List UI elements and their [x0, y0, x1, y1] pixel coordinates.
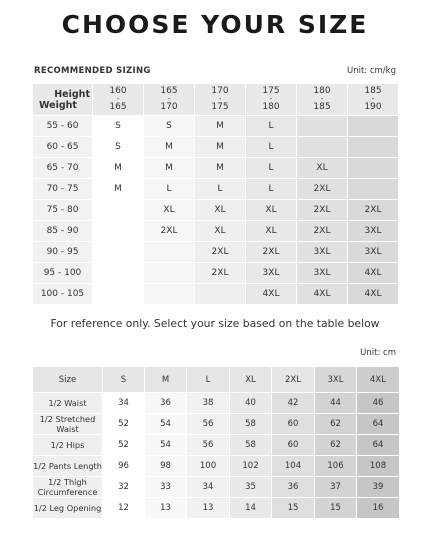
height-dash: - — [116, 95, 120, 103]
measurement-value: 36 — [272, 477, 315, 498]
measurement-row — [33, 393, 400, 414]
height-dash: - — [218, 95, 222, 103]
measurement-value: 46 — [357, 393, 400, 414]
measurement-value: 14 — [230, 498, 272, 519]
height-min: 170 — [211, 86, 229, 96]
height-max: 190 — [364, 102, 382, 112]
measurement-value: 37 — [315, 477, 357, 498]
measurements-table — [32, 366, 400, 519]
weight-cell: 85 - 90 — [33, 221, 93, 242]
recommended-unit-label: Unit: cm/kg — [346, 66, 396, 76]
weight-cell: 90 - 95 — [33, 242, 93, 263]
size-cell: M — [195, 158, 246, 179]
size-cell: 4XL — [348, 284, 399, 305]
size-cell: 4XL — [297, 284, 348, 305]
size-cell: M — [93, 158, 144, 179]
measurement-label: 1/2 Thigh Circumference — [33, 477, 103, 498]
size-cell — [348, 179, 399, 200]
size-cell: L — [246, 179, 297, 200]
height-range — [93, 86, 143, 113]
height-min: 160 — [109, 86, 127, 96]
size-cell: 3XL — [348, 242, 399, 263]
measurement-value: 54 — [145, 435, 187, 456]
height-header-cell — [93, 84, 144, 116]
height-range — [144, 86, 194, 113]
height-header-cell — [246, 84, 297, 116]
weight-cell: 70 - 75 — [33, 179, 93, 200]
size-header-cell: M — [145, 367, 187, 393]
measurement-row — [33, 498, 400, 519]
height-dash: - — [269, 95, 273, 103]
measurement-value: 36 — [145, 393, 187, 414]
measurement-value: 60 — [272, 435, 315, 456]
height-range — [348, 86, 398, 113]
height-max: 175 — [211, 102, 229, 112]
measurement-value: 35 — [230, 477, 272, 498]
size-cell — [144, 263, 195, 284]
height-max: 185 — [313, 102, 331, 112]
size-cell: XL — [195, 221, 246, 242]
measurement-value: 58 — [230, 435, 272, 456]
size-cell: XL — [144, 200, 195, 221]
measurement-value: 58 — [230, 414, 272, 435]
size-cell — [93, 284, 144, 305]
height-min: 180 — [313, 86, 331, 96]
size-cell: 3XL — [297, 263, 348, 284]
height-header-cell — [297, 84, 348, 116]
height-range — [297, 86, 347, 113]
recommended-sizing-label: RECOMMENDED SIZING — [34, 66, 151, 76]
size-cell — [297, 116, 348, 137]
size-header-cell: XL — [230, 367, 272, 393]
height-header-cell — [144, 84, 195, 116]
measurement-value: 108 — [357, 456, 400, 477]
corner-height-label: Height — [54, 89, 90, 100]
measurement-value: 96 — [103, 456, 145, 477]
size-cell: 2XL — [195, 242, 246, 263]
measurement-value: 39 — [357, 477, 400, 498]
weight-cell: 65 - 70 — [33, 158, 93, 179]
measurement-value: 34 — [187, 477, 230, 498]
measurement-row — [33, 414, 400, 435]
corner-weight-label: Weight — [39, 100, 77, 111]
measurement-value: 33 — [145, 477, 187, 498]
size-cell — [195, 284, 246, 305]
size-cell: 2XL — [297, 221, 348, 242]
size-cell: M — [144, 158, 195, 179]
size-cell — [93, 200, 144, 221]
measurement-value: 42 — [272, 393, 315, 414]
size-cell: XL — [246, 221, 297, 242]
weight-cell: 95 - 100 — [33, 263, 93, 284]
measurement-value: 52 — [103, 414, 145, 435]
measurement-value: 15 — [272, 498, 315, 519]
measurement-value: 34 — [103, 393, 145, 414]
recommended-row — [33, 242, 399, 263]
recommended-row — [33, 263, 399, 284]
measurement-label: 1/2 Stretched Waist — [33, 414, 103, 435]
size-cell: L — [246, 137, 297, 158]
height-range — [246, 86, 296, 113]
height-min: 175 — [262, 86, 280, 96]
weight-cell: 60 - 65 — [33, 137, 93, 158]
measurement-value: 98 — [145, 456, 187, 477]
size-cell: 3XL — [348, 221, 399, 242]
size-header-cell: 4XL — [357, 367, 400, 393]
recommended-row — [33, 284, 399, 305]
weight-cell: 55 - 60 — [33, 116, 93, 137]
size-cell: M — [195, 116, 246, 137]
recommended-row — [33, 137, 399, 158]
measurement-row — [33, 435, 400, 456]
recommended-row — [33, 116, 399, 137]
measurement-value: 13 — [145, 498, 187, 519]
measurements-header-row — [33, 367, 400, 393]
measurement-value: 15 — [315, 498, 357, 519]
measurement-value: 64 — [357, 435, 400, 456]
size-cell: 2XL — [144, 221, 195, 242]
size-cell: L — [246, 158, 297, 179]
measurement-row — [33, 456, 400, 477]
size-cell: L — [195, 179, 246, 200]
size-cell: S — [144, 116, 195, 137]
height-max: 170 — [160, 102, 178, 112]
measurement-label: 1/2 Pants Length — [33, 456, 103, 477]
size-cell: 3XL — [297, 242, 348, 263]
measurement-value: 62 — [315, 414, 357, 435]
measurement-value: 52 — [103, 435, 145, 456]
size-cell — [144, 284, 195, 305]
size-cell: 2XL — [246, 242, 297, 263]
size-cell: M — [93, 179, 144, 200]
measurement-label: 1/2 Hips — [33, 435, 103, 456]
size-cell: 2XL — [195, 263, 246, 284]
size-cell: 2XL — [348, 200, 399, 221]
size-cell: 2XL — [297, 179, 348, 200]
height-header-cell — [195, 84, 246, 116]
recommended-sizing-table — [32, 83, 399, 305]
size-cell: XL — [297, 158, 348, 179]
weight-cell: 75 - 80 — [33, 200, 93, 221]
size-cell: S — [93, 116, 144, 137]
size-cell: M — [144, 137, 195, 158]
height-header-cell — [348, 84, 399, 116]
height-dash: - — [167, 95, 171, 103]
size-cell — [93, 221, 144, 242]
page-title: CHOOSE YOUR SIZE — [61, 10, 369, 39]
size-cell: M — [195, 137, 246, 158]
size-cell: XL — [246, 200, 297, 221]
size-cell: 2XL — [297, 200, 348, 221]
size-corner-label: Size — [33, 367, 103, 393]
measurement-row — [33, 477, 400, 498]
size-cell: 4XL — [246, 284, 297, 305]
size-cell: 3XL — [246, 263, 297, 284]
height-range — [195, 86, 245, 113]
size-cell: 4XL — [348, 263, 399, 284]
size-cell: S — [93, 137, 144, 158]
measurement-value: 64 — [357, 414, 400, 435]
measurements-unit-label: Unit: cm — [360, 348, 396, 358]
height-max: 165 — [109, 102, 127, 112]
measurement-value: 106 — [315, 456, 357, 477]
measurement-value: 60 — [272, 414, 315, 435]
recommended-row — [33, 179, 399, 200]
measurement-label: 1/2 Leg Opening — [33, 498, 103, 519]
recommended-row — [33, 158, 399, 179]
size-cell — [297, 137, 348, 158]
measurement-value: 16 — [357, 498, 400, 519]
size-cell — [348, 158, 399, 179]
measurement-value: 40 — [230, 393, 272, 414]
height-min: 185 — [364, 86, 382, 96]
height-weight-corner — [33, 84, 93, 116]
height-dash: - — [320, 95, 324, 103]
measurement-value: 104 — [272, 456, 315, 477]
measurement-value: 56 — [187, 414, 230, 435]
measurement-value: 100 — [187, 456, 230, 477]
height-min: 165 — [160, 86, 178, 96]
size-header-cell: 3XL — [315, 367, 357, 393]
size-cell — [93, 242, 144, 263]
measurement-value: 38 — [187, 393, 230, 414]
reference-note: For reference only. Select your size based on the table below — [50, 317, 380, 330]
measurement-value: 54 — [145, 414, 187, 435]
size-header-cell: L — [187, 367, 230, 393]
size-cell: XL — [195, 200, 246, 221]
measurement-value: 62 — [315, 435, 357, 456]
height-dash: - — [371, 95, 375, 103]
measurement-value: 32 — [103, 477, 145, 498]
weight-cell: 100 - 105 — [33, 284, 93, 305]
size-cell — [144, 242, 195, 263]
recommended-row — [33, 200, 399, 221]
measurement-value: 56 — [187, 435, 230, 456]
size-header-cell: 2XL — [272, 367, 315, 393]
size-cell — [93, 263, 144, 284]
height-max: 180 — [262, 102, 280, 112]
size-cell — [348, 137, 399, 158]
recommended-row — [33, 221, 399, 242]
measurement-value: 13 — [187, 498, 230, 519]
measurement-label: 1/2 Waist — [33, 393, 103, 414]
measurement-value: 44 — [315, 393, 357, 414]
measurement-value: 12 — [103, 498, 145, 519]
size-cell: L — [246, 116, 297, 137]
size-cell — [348, 116, 399, 137]
recommended-header-row — [33, 84, 399, 116]
size-cell: L — [144, 179, 195, 200]
measurement-value: 102 — [230, 456, 272, 477]
size-header-cell: S — [103, 367, 145, 393]
